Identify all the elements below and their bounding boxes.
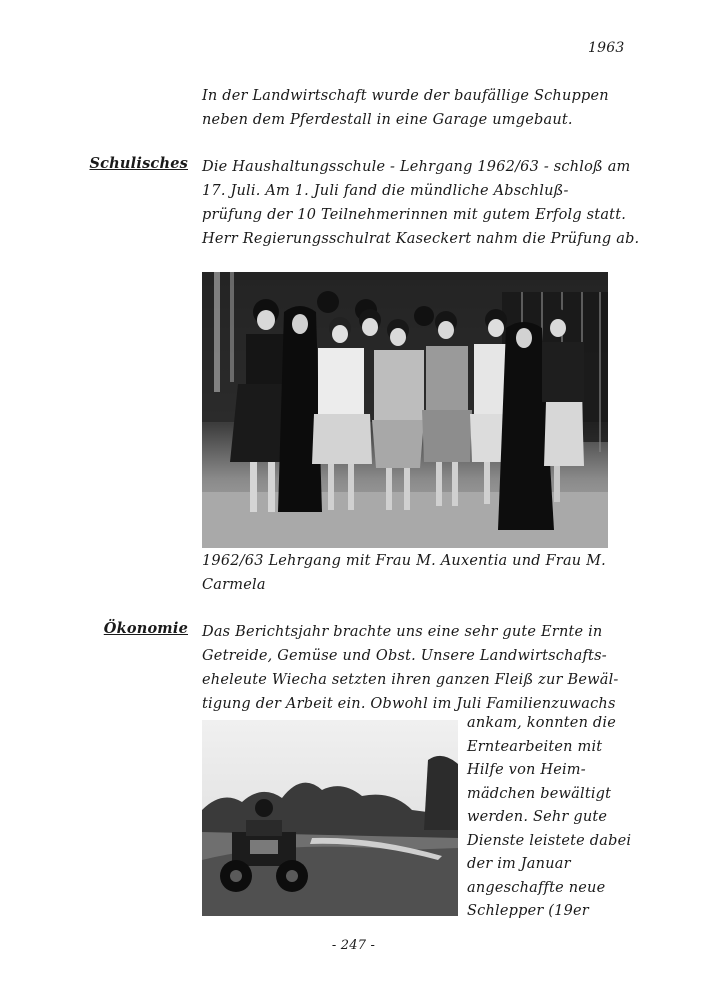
caption-line: 1962/63 Lehrgang mit Frau M. Auxentia und Frau M. (202, 553, 606, 569)
side-line: Dienste leistete dabei (467, 832, 632, 849)
school-line: Die Haushaltungsschule - Lehrgang 1962/63 - schloß am (202, 159, 631, 175)
school-line: prüfung der 10 Teilnehmerinnen mit gutem Erfolg statt. (202, 207, 627, 223)
section-label-economy: Ökonomie (103, 620, 188, 637)
side-line: Hilfe von Heim- (467, 762, 586, 778)
economy-line: Getreide, Gemüse und Obst. Unsere Landwirtschafts- (202, 648, 607, 664)
school-line: Herr Regierungsschulrat Kaseckert nahm die Prüfung ab. (202, 231, 640, 247)
side-line: angeschaffte neue (467, 879, 606, 896)
side-line: Schlepper (19er (467, 903, 589, 919)
group-photo-caption (202, 549, 622, 597)
caption-line: Carmela (202, 577, 266, 593)
economy-line: Das Berichtsjahr brachte uns eine sehr gute Ernte in (202, 624, 603, 640)
intro-line: neben dem Pferdestall in eine Garage umgebaut. (202, 112, 573, 128)
side-line: werden. Sehr gute (467, 809, 608, 825)
page-number: - 247 - (331, 938, 376, 953)
section-label-school: Schulisches (89, 155, 188, 172)
economy-side-text (467, 712, 632, 924)
economy-line: tigung der Arbeit ein. Obwohl im Juli Familienzuwachs (202, 696, 616, 712)
tractor-photo (202, 720, 458, 916)
side-line: der im Januar (467, 856, 571, 872)
side-line: mädchen bewältigt (467, 785, 612, 802)
economy-paragraph (202, 620, 622, 716)
school-line: 17. Juli. Am 1. Juli fand die mündliche Abschluß- (202, 183, 569, 199)
intro-paragraph (202, 84, 622, 132)
economy-line: eheleute Wiecha setzten ihren ganzen Fleiß zur Bewäl- (202, 672, 619, 688)
side-line: Erntearbeiten mit (467, 738, 603, 755)
side-line: ankam, konnten die (467, 715, 617, 731)
intro-line: In der Landwirtschaft wurde der baufällige Schuppen (202, 88, 609, 104)
school-paragraph (202, 155, 640, 251)
group-photo (202, 272, 608, 548)
page-year: 1963 (588, 40, 625, 56)
